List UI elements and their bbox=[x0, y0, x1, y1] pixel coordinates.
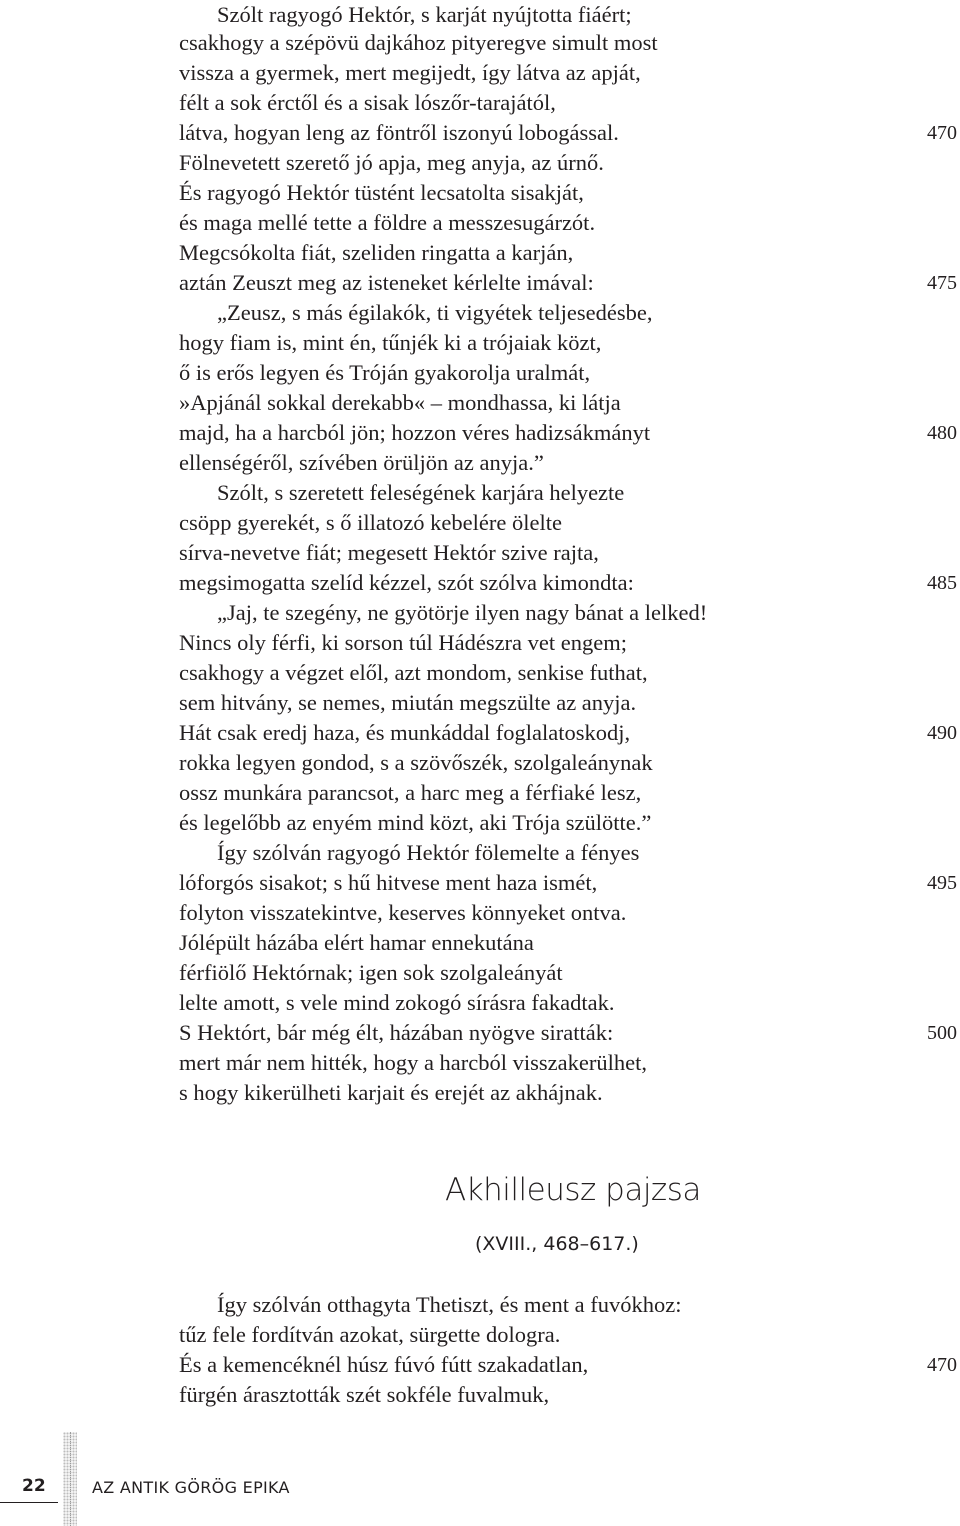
verse-line: ő is erős legyen és Tróján gyakorolja uralmát, bbox=[179, 360, 591, 385]
verse-line: vissza a gyermek, mert megijedt, így látva az apját, bbox=[179, 60, 641, 85]
section-subtitle: (XVIII., 468–617.) bbox=[475, 1233, 639, 1255]
running-title: AZ ANTIK GÖRÖG EPIKA bbox=[92, 1478, 290, 1497]
section-title: Akhilleusz pajzsa bbox=[445, 1172, 701, 1208]
verse-line: ellenségéről, szívében örüljön az anyja.” bbox=[179, 450, 544, 475]
line-number: 475 bbox=[927, 272, 957, 294]
verse-line: Szólt, s szeretett feleségének karjára helyezte bbox=[217, 480, 625, 505]
line-number: 490 bbox=[927, 722, 957, 744]
verse-line: Így szólván ragyogó Hektór fölemelte a fényes bbox=[217, 840, 640, 865]
line-number: 470 bbox=[927, 1354, 957, 1376]
verse-line: sírva-nevetve fiát; megesett Hektór szive rajta, bbox=[179, 540, 599, 565]
verse-line: És ragyogó Hektór tüstént lecsatolta sisakját, bbox=[179, 180, 584, 205]
verse-line: lóforgós sisakot; s hű hitvese ment haza ismét, bbox=[179, 870, 598, 895]
line-number: 480 bbox=[927, 422, 957, 444]
verse-line: sem hitvány, se nemes, miután megszülte az anyja. bbox=[179, 690, 637, 715]
verse-line: Szólt ragyogó Hektór, s karját nyújtotta fiáért; bbox=[217, 2, 632, 27]
verse-line: majd, ha a harcból jön; hozzon véres hadizsákmányt bbox=[179, 420, 651, 445]
verse-line: S Hektórt, bár még élt, házában nyögve siratták: bbox=[179, 1020, 614, 1045]
verse-line: Így szólván otthagyta Thetiszt, és ment a fuvókhoz: bbox=[217, 1292, 682, 1317]
verse-line: Fölnevetett szerető jó apja, meg anyja, az úrnő. bbox=[179, 150, 604, 175]
line-number: 500 bbox=[927, 1022, 957, 1044]
verse-line: férfiölő Hektórnak; igen sok szolgaleányát bbox=[179, 960, 563, 985]
page-number: 22 bbox=[22, 1476, 46, 1496]
line-number: 470 bbox=[927, 122, 957, 144]
verse-line: „Zeusz, s más égilakók, ti vigyétek teljesedésbe, bbox=[217, 300, 653, 325]
verse-line: látva, hogyan leng az föntről iszonyú lobogással. bbox=[179, 120, 619, 145]
verse-line: Nincs oly férfi, ki sorson túl Hádészra vet engem; bbox=[179, 630, 628, 655]
verse-line: »Apjánál sokkal derekabb« – mondhassa, ki látja bbox=[179, 390, 621, 415]
verse-line: s hogy kikerülheti karjait és erejét az akhájnak. bbox=[179, 1080, 603, 1105]
verse-line: Megcsókolta fiát, szeliden ringatta a karján, bbox=[179, 240, 574, 265]
verse-line: és maga mellé tette a földre a messzesugárzót. bbox=[179, 210, 596, 235]
verse-line: Hát csak eredj haza, és munkáddal foglalatoskodj, bbox=[179, 720, 631, 745]
verse-line: rokka legyen gondod, s a szövőszék, szolgaleánynak bbox=[179, 750, 653, 775]
line-number: 495 bbox=[927, 872, 957, 894]
verse-line: „Jaj, te szegény, ne gyötörje ilyen nagy bánat a lelked! bbox=[217, 600, 708, 625]
verse-line: fürgén árasztották szét sokféle fuvalmuk, bbox=[179, 1382, 550, 1407]
verse-line: és legelőbb az enyém mind közt, aki Trója szülötte.” bbox=[179, 810, 652, 835]
verse-line: aztán Zeuszt meg az isteneket kérlelte imával: bbox=[179, 270, 594, 295]
footer-rule bbox=[0, 1502, 58, 1503]
verse-line: lelte amott, s vele mind zokogó sírásra fakadtak. bbox=[179, 990, 615, 1015]
verse-line: mert már nem hitték, hogy a harcból visszakerülhet, bbox=[179, 1050, 647, 1075]
verse-line: csakhogy a szépövü dajkához pityeregve simult most bbox=[179, 30, 658, 55]
verse-line: És a kemencéknél húsz fúvó fútt szakadatlan, bbox=[179, 1352, 589, 1377]
verse-line: tűz fele fordítván azokat, sürgette dologra. bbox=[179, 1322, 561, 1347]
verse-line: hogy fiam is, mint én, tűnjék ki a trójaiak közt, bbox=[179, 330, 602, 355]
verse-line: csakhogy a végzet elől, azt mondom, senkise futhat, bbox=[179, 660, 648, 685]
footer-divider bbox=[70, 1432, 71, 1526]
verse-line: ossz munkára parancsot, a harc meg a férfiaké lesz, bbox=[179, 780, 642, 805]
verse-line: csöpp gyerekét, s ő illatozó kebelére ölelte bbox=[179, 510, 562, 535]
line-number: 485 bbox=[927, 572, 957, 594]
verse-line: félt a sok érctől és a sisak lószőr-tarajától, bbox=[179, 90, 556, 115]
verse-line: folyton visszatekintve, keserves könnyeket ontva. bbox=[179, 900, 627, 925]
verse-line: megsimogatta szelíd kézzel, szót szólva kimondta: bbox=[179, 570, 634, 595]
verse-line: Jólépült házába elért hamar ennekutána bbox=[179, 930, 534, 955]
